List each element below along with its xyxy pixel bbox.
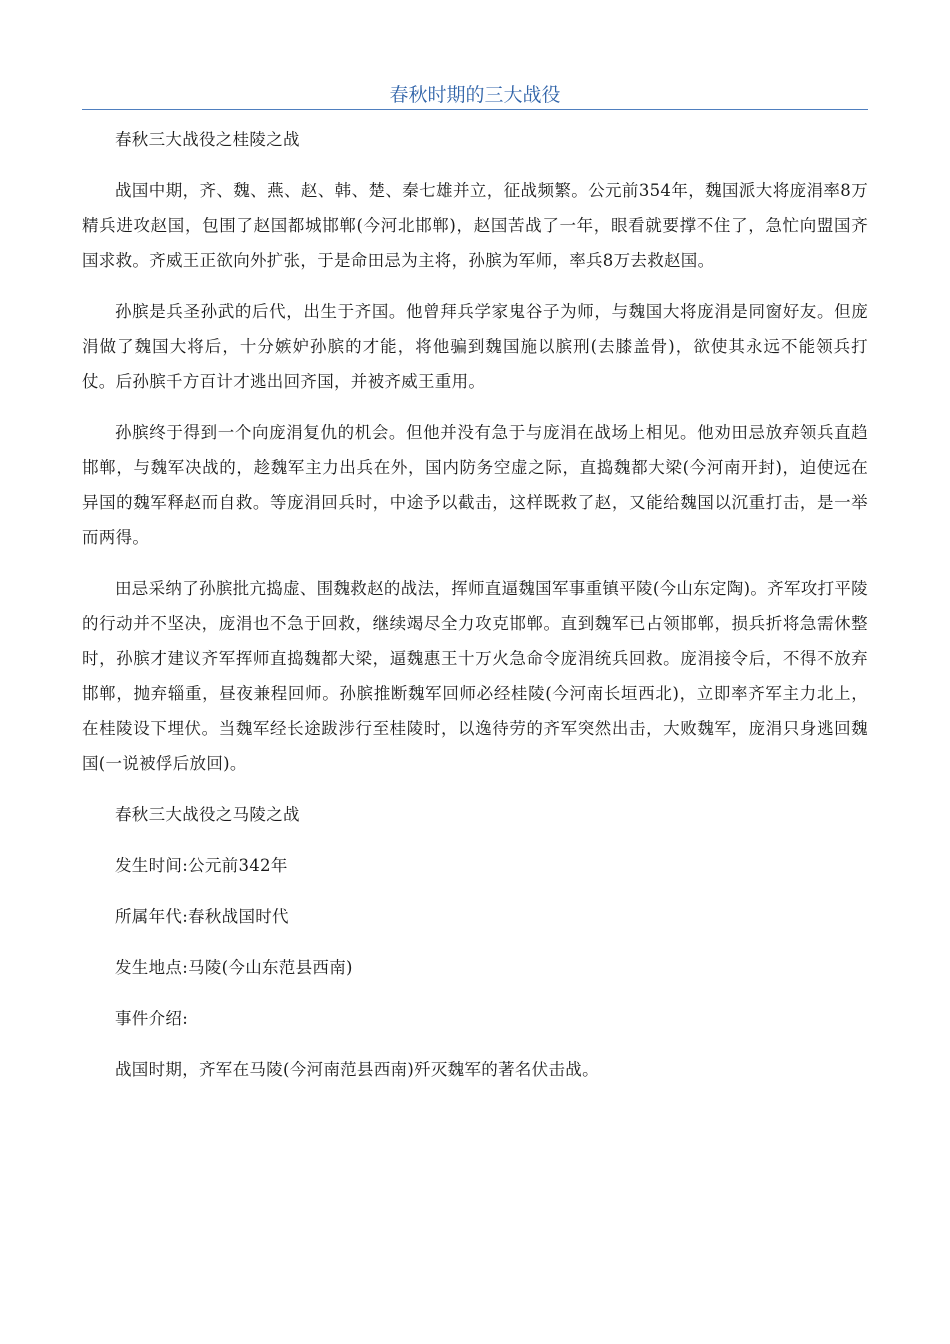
paragraph-sun-bin: 孙膑是兵圣孙武的后代，出生于齐国。他曾拜兵学家鬼谷子为师，与魏国大将庞涓是同窗好友。但庞涓做了魏国大将后，十分嫉妒孙膑的才能，将他骗到魏国施以膑刑(去膝盖骨)，欲使其永远不能领兵打仗。后孙膑千方百计才逃出回齐国，并被齐威王重用。: [82, 302, 868, 391]
document-body: [82, 122, 868, 1087]
paragraph-maling-intro: 战国时期，齐军在马陵(今河南范县西南)歼灭魏军的著名伏击战。: [115, 1060, 599, 1079]
paragraph-background: 战国中期，齐、魏、燕、赵、韩、楚、秦七雄并立，征战频繁。公元前354年，魏国派大将庞涓率8万精兵进攻赵国，包围了赵国都城邯郸(今河北邯郸)，赵国苦战了一年，眼看就要撑不住了，急忙向盟国齐国求救。齐威王正欲向外扩张，于是命田忌为主将，孙膑为军师，率兵8万去救赵国。: [82, 181, 868, 270]
paragraph-strategy: 孙膑终于得到一个向庞涓复仇的机会。但他并没有急于与庞涓在战场上相见。他劝田忌放弃领兵直趋邯郸，与魏军决战的，趁魏军主力出兵在外，国内防务空虚之际，直捣魏都大梁(今河南开封)，迫使远在异国的魏军释赵而自救。等庞涓回兵时，中途予以截击，这样既救了赵，又能给魏国以沉重打击，是一举而两得。: [82, 423, 868, 547]
section-heading-maling: 春秋三大战役之马陵之战: [115, 805, 300, 824]
info-era: 所属年代:春秋战国时代: [115, 907, 289, 926]
title-underline: [82, 109, 868, 110]
info-location: 发生地点:马陵(今山东范县西南): [115, 958, 353, 977]
document-title: 春秋时期的三大战役: [389, 84, 561, 106]
info-time: 发生时间:公元前342年: [115, 856, 288, 875]
section-heading-guiling: 春秋三大战役之桂陵之战: [115, 130, 300, 149]
info-intro-label: 事件介绍:: [115, 1009, 189, 1028]
paragraph-battle: 田忌采纳了孙膑批亢捣虚、围魏救赵的战法，挥师直逼魏国军事重镇平陵(今山东定陶)。齐军攻打平陵的行动并不坚决，庞涓也不急于回救，继续竭尽全力攻克邯郸。直到魏军已占领邯郸，损兵折将急需休整时，孙膑才建议齐军挥师直捣魏都大梁，逼魏惠王十万火急命令庞涓统兵回救。庞涓接令后，不得不放弃邯郸，抛弃辎重，昼夜兼程回师。孙膑推断魏军回师必经桂陵(今河南长垣西北)，立即率齐军主力北上，在桂陵设下埋伏。当魏军经长途跋涉行至桂陵时，以逸待劳的齐军突然出击，大败魏军，庞涓只身逃回魏国(一说被俘后放回)。: [82, 579, 868, 773]
